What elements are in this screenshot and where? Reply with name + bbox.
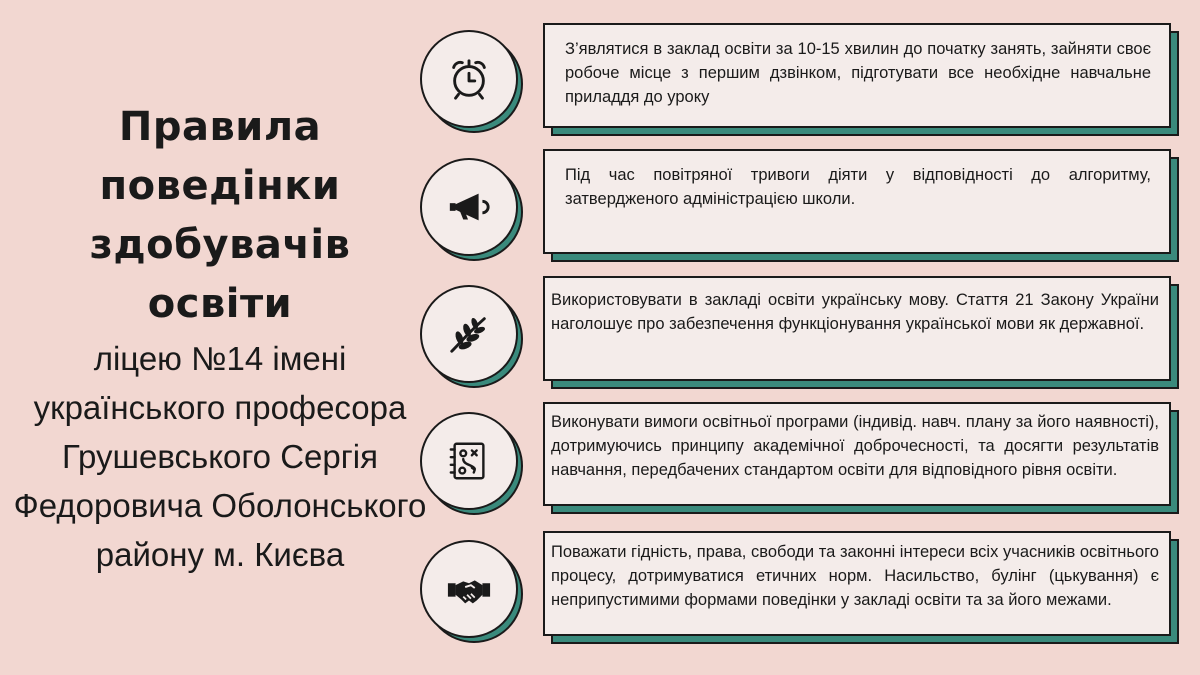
rule-text: Під час повітряної тривоги діяти у відповідності до алгоритму, затвердженого адміністрацією школи. bbox=[543, 149, 1171, 254]
subtitle-line: Грушевського Сергія bbox=[62, 438, 378, 475]
title-line: Правила bbox=[118, 104, 322, 150]
rule-icon-badge bbox=[420, 540, 520, 640]
rule-text: Використовувати в закладі освіти українську мову. Стаття 21 Закону України наголошує про забезпечення функціонування української мови як державної. bbox=[543, 276, 1171, 381]
rule-icon-badge bbox=[420, 285, 520, 385]
rule-icon-badge bbox=[420, 30, 520, 130]
laurel-branch-icon bbox=[446, 311, 492, 357]
subtitle-line: Федоровича Оболонського bbox=[13, 487, 427, 524]
rule-text: Поважати гідність, права, свободи та законні інтереси всіх учасників освітнього процесу, дотримуватися етичних норм. Насильство, булінг (цькування) є неприпустимими формами поведінки у закладі освіти та за його межами. bbox=[543, 531, 1171, 636]
title-block bbox=[10, 98, 430, 579]
rule-card bbox=[543, 402, 1171, 506]
rule-card bbox=[543, 276, 1171, 381]
rule-card bbox=[543, 149, 1171, 254]
subtitle-line: ліцею №14 імені bbox=[93, 340, 347, 377]
subtitle-line: українського професора bbox=[33, 389, 407, 426]
rule-text: Виконувати вимоги освітньої програми (індивід. навч. плану за його наявності), дотримуючись принципу академічної доброчесності, та досягти результатів навчання, передбачених стандартом освіти для відповідного рівня освіти. bbox=[543, 402, 1171, 506]
megaphone-icon bbox=[446, 184, 492, 230]
title-line: здобувачів bbox=[89, 222, 351, 268]
rule-card bbox=[543, 23, 1171, 128]
title-line: поведінки bbox=[99, 163, 341, 209]
rule-icon-badge bbox=[420, 412, 520, 512]
strategy-board-icon bbox=[446, 438, 492, 484]
rule-card bbox=[543, 531, 1171, 636]
subtitle-line: району м. Києва bbox=[95, 536, 345, 573]
handshake-icon bbox=[446, 566, 492, 612]
rule-text: З’являтися в заклад освіти за 10-15 хвилин до початку занять, зайняти своє робоче місце з першим дзвінком, підготувати все необхідне навчальне приладдя до уроку bbox=[543, 23, 1171, 128]
title-line: освіти bbox=[147, 281, 293, 327]
rule-icon-badge bbox=[420, 158, 520, 258]
alarm-clock-icon bbox=[446, 56, 492, 102]
